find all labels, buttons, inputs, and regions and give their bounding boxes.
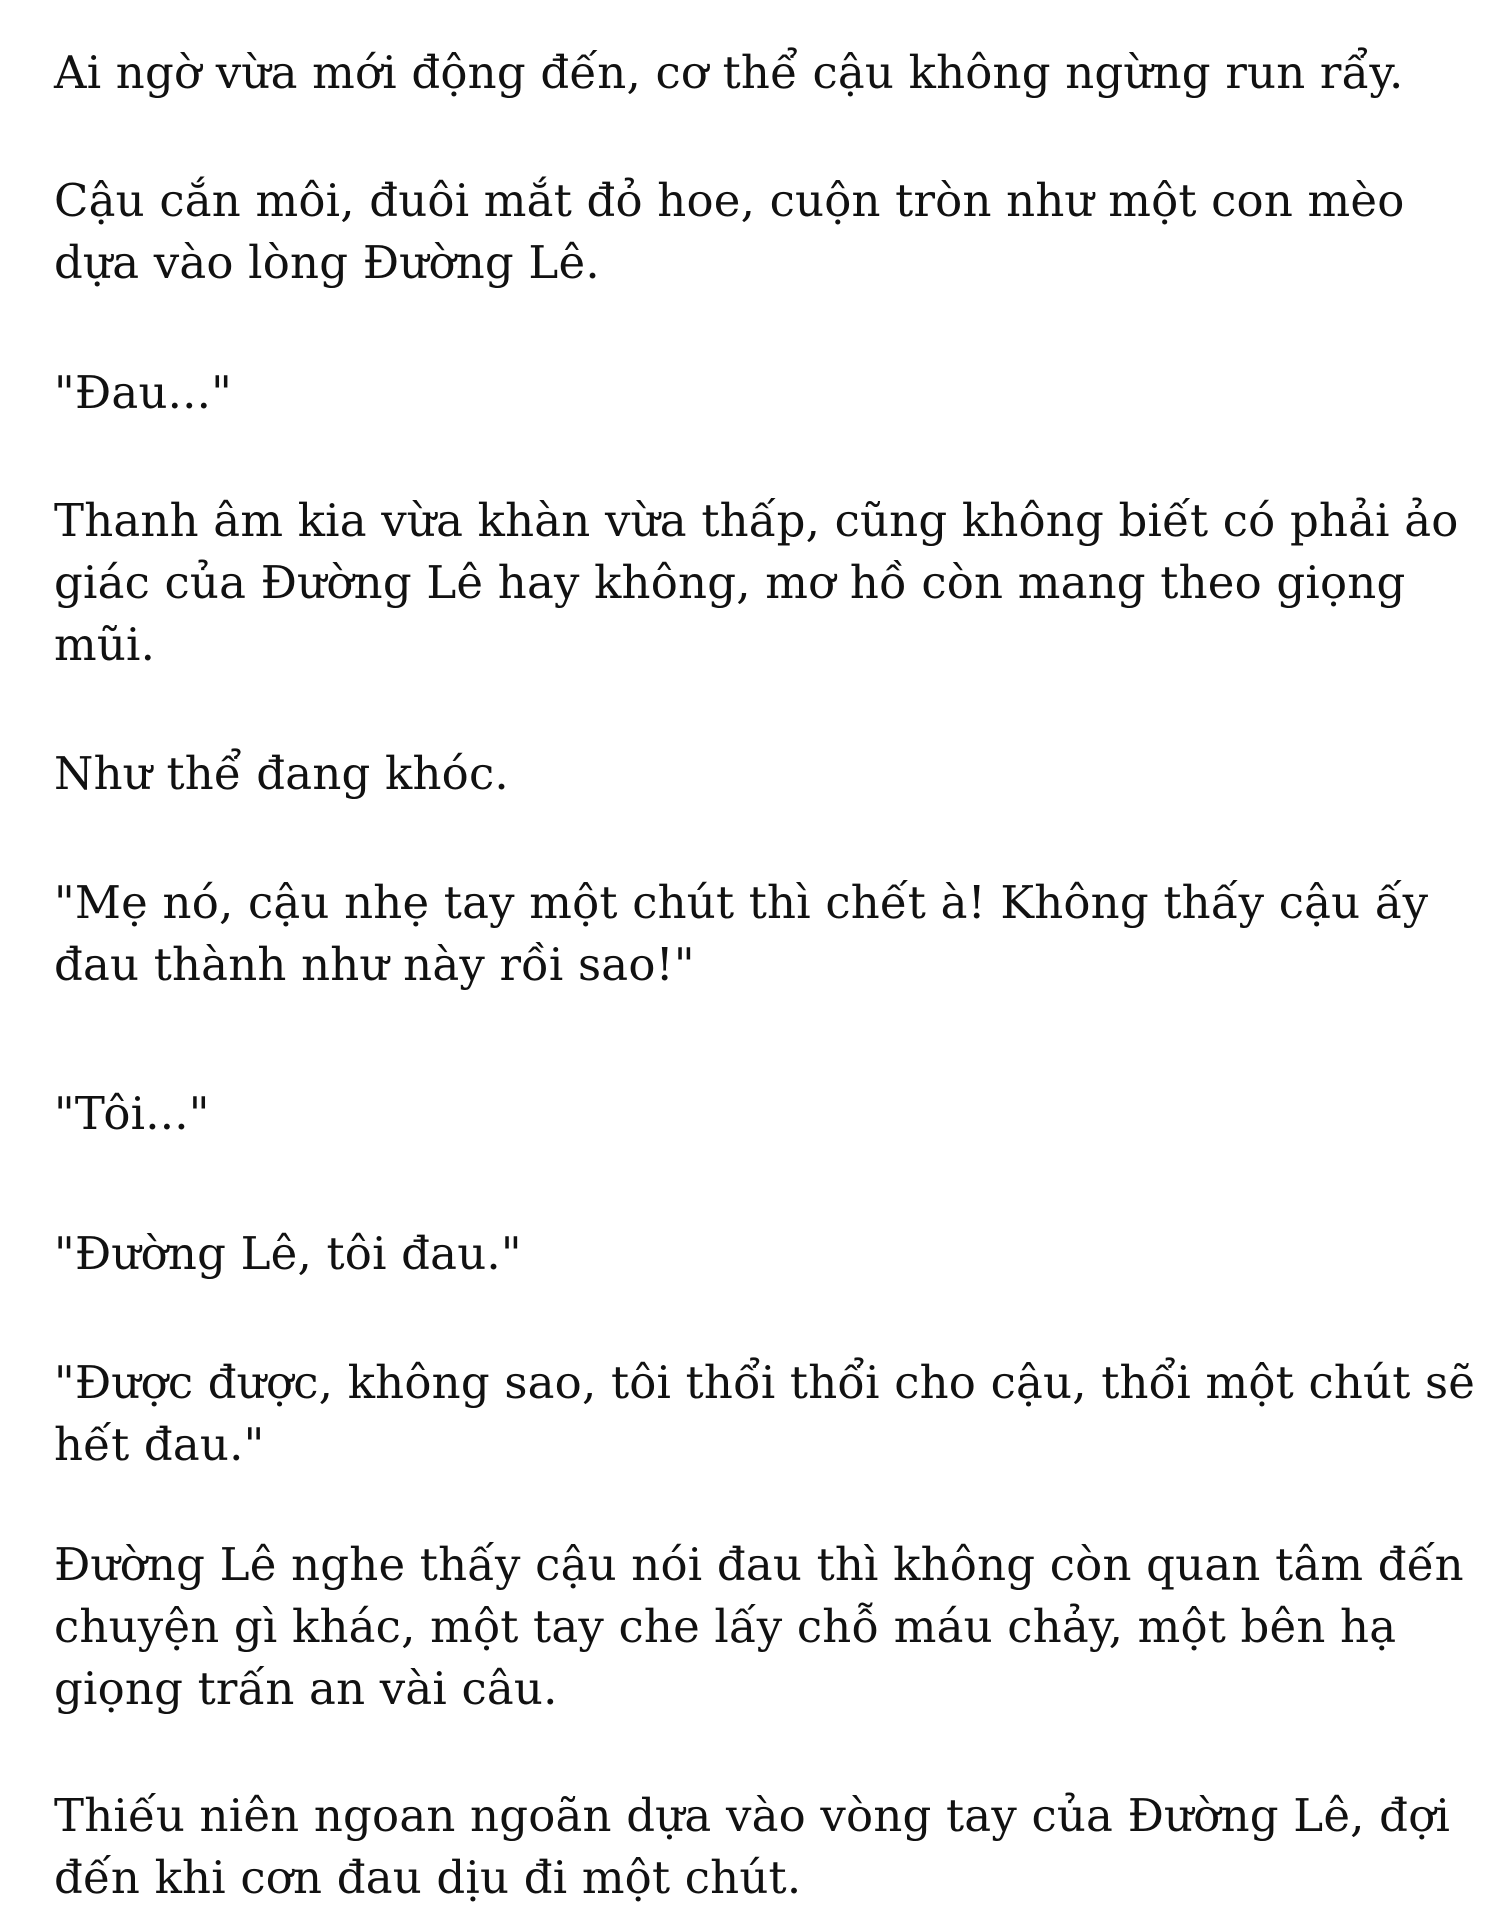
text-line: dựa vào lòng Đường Lê. xyxy=(54,236,600,289)
paragraph xyxy=(54,1083,1474,1145)
paragraph xyxy=(54,490,1474,676)
paragraph xyxy=(54,1534,1474,1720)
text-line: giọng trấn an vài câu. xyxy=(54,1662,558,1715)
text-line: "Tôi..." xyxy=(54,1087,210,1140)
paragraph xyxy=(54,1352,1474,1476)
paragraph xyxy=(54,743,1474,805)
text-line: Ai ngờ vừa mới động đến, cơ thể cậu không ngừng run rẩy. xyxy=(54,46,1404,99)
text-line: hết đau." xyxy=(54,1418,265,1471)
text-line: mũi. xyxy=(54,618,156,671)
text-line: "Đường Lê, tôi đau." xyxy=(54,1227,522,1280)
paragraph xyxy=(54,872,1474,996)
paragraph xyxy=(54,42,1474,104)
text-line: Đường Lê nghe thấy cậu nói đau thì không còn quan tâm đến xyxy=(54,1538,1464,1591)
text-line: Như thể đang khóc. xyxy=(54,747,509,800)
text-line: giác của Đường Lê hay không, mơ hồ còn mang theo giọng xyxy=(54,556,1406,609)
text-line: đau thành như này rồi sao!" xyxy=(54,938,695,991)
text-line: Thanh âm kia vừa khàn vừa thấp, cũng không biết có phải ảo xyxy=(54,494,1459,547)
paragraph xyxy=(54,1785,1474,1909)
text-line: "Mẹ nó, cậu nhẹ tay một chút thì chết à! Không thấy cậu ấy xyxy=(54,876,1429,929)
text-line: đến khi cơn đau dịu đi một chút. xyxy=(54,1851,802,1904)
text-line: Cậu cắn môi, đuôi mắt đỏ hoe, cuộn tròn như một con mèo xyxy=(54,174,1405,227)
paragraph xyxy=(54,1223,1474,1285)
text-line: Thiếu niên ngoan ngoãn dựa vào vòng tay của Đường Lê, đợi xyxy=(54,1789,1451,1842)
text-line: "Đau..." xyxy=(54,366,233,419)
text-line: chuyện gì khác, một tay che lấy chỗ máu chảy, một bên hạ xyxy=(54,1600,1397,1653)
paragraph xyxy=(54,362,1474,424)
paragraph xyxy=(54,170,1474,294)
text-line: "Được được, không sao, tôi thổi thổi cho cậu, thổi một chút sẽ xyxy=(54,1356,1476,1409)
